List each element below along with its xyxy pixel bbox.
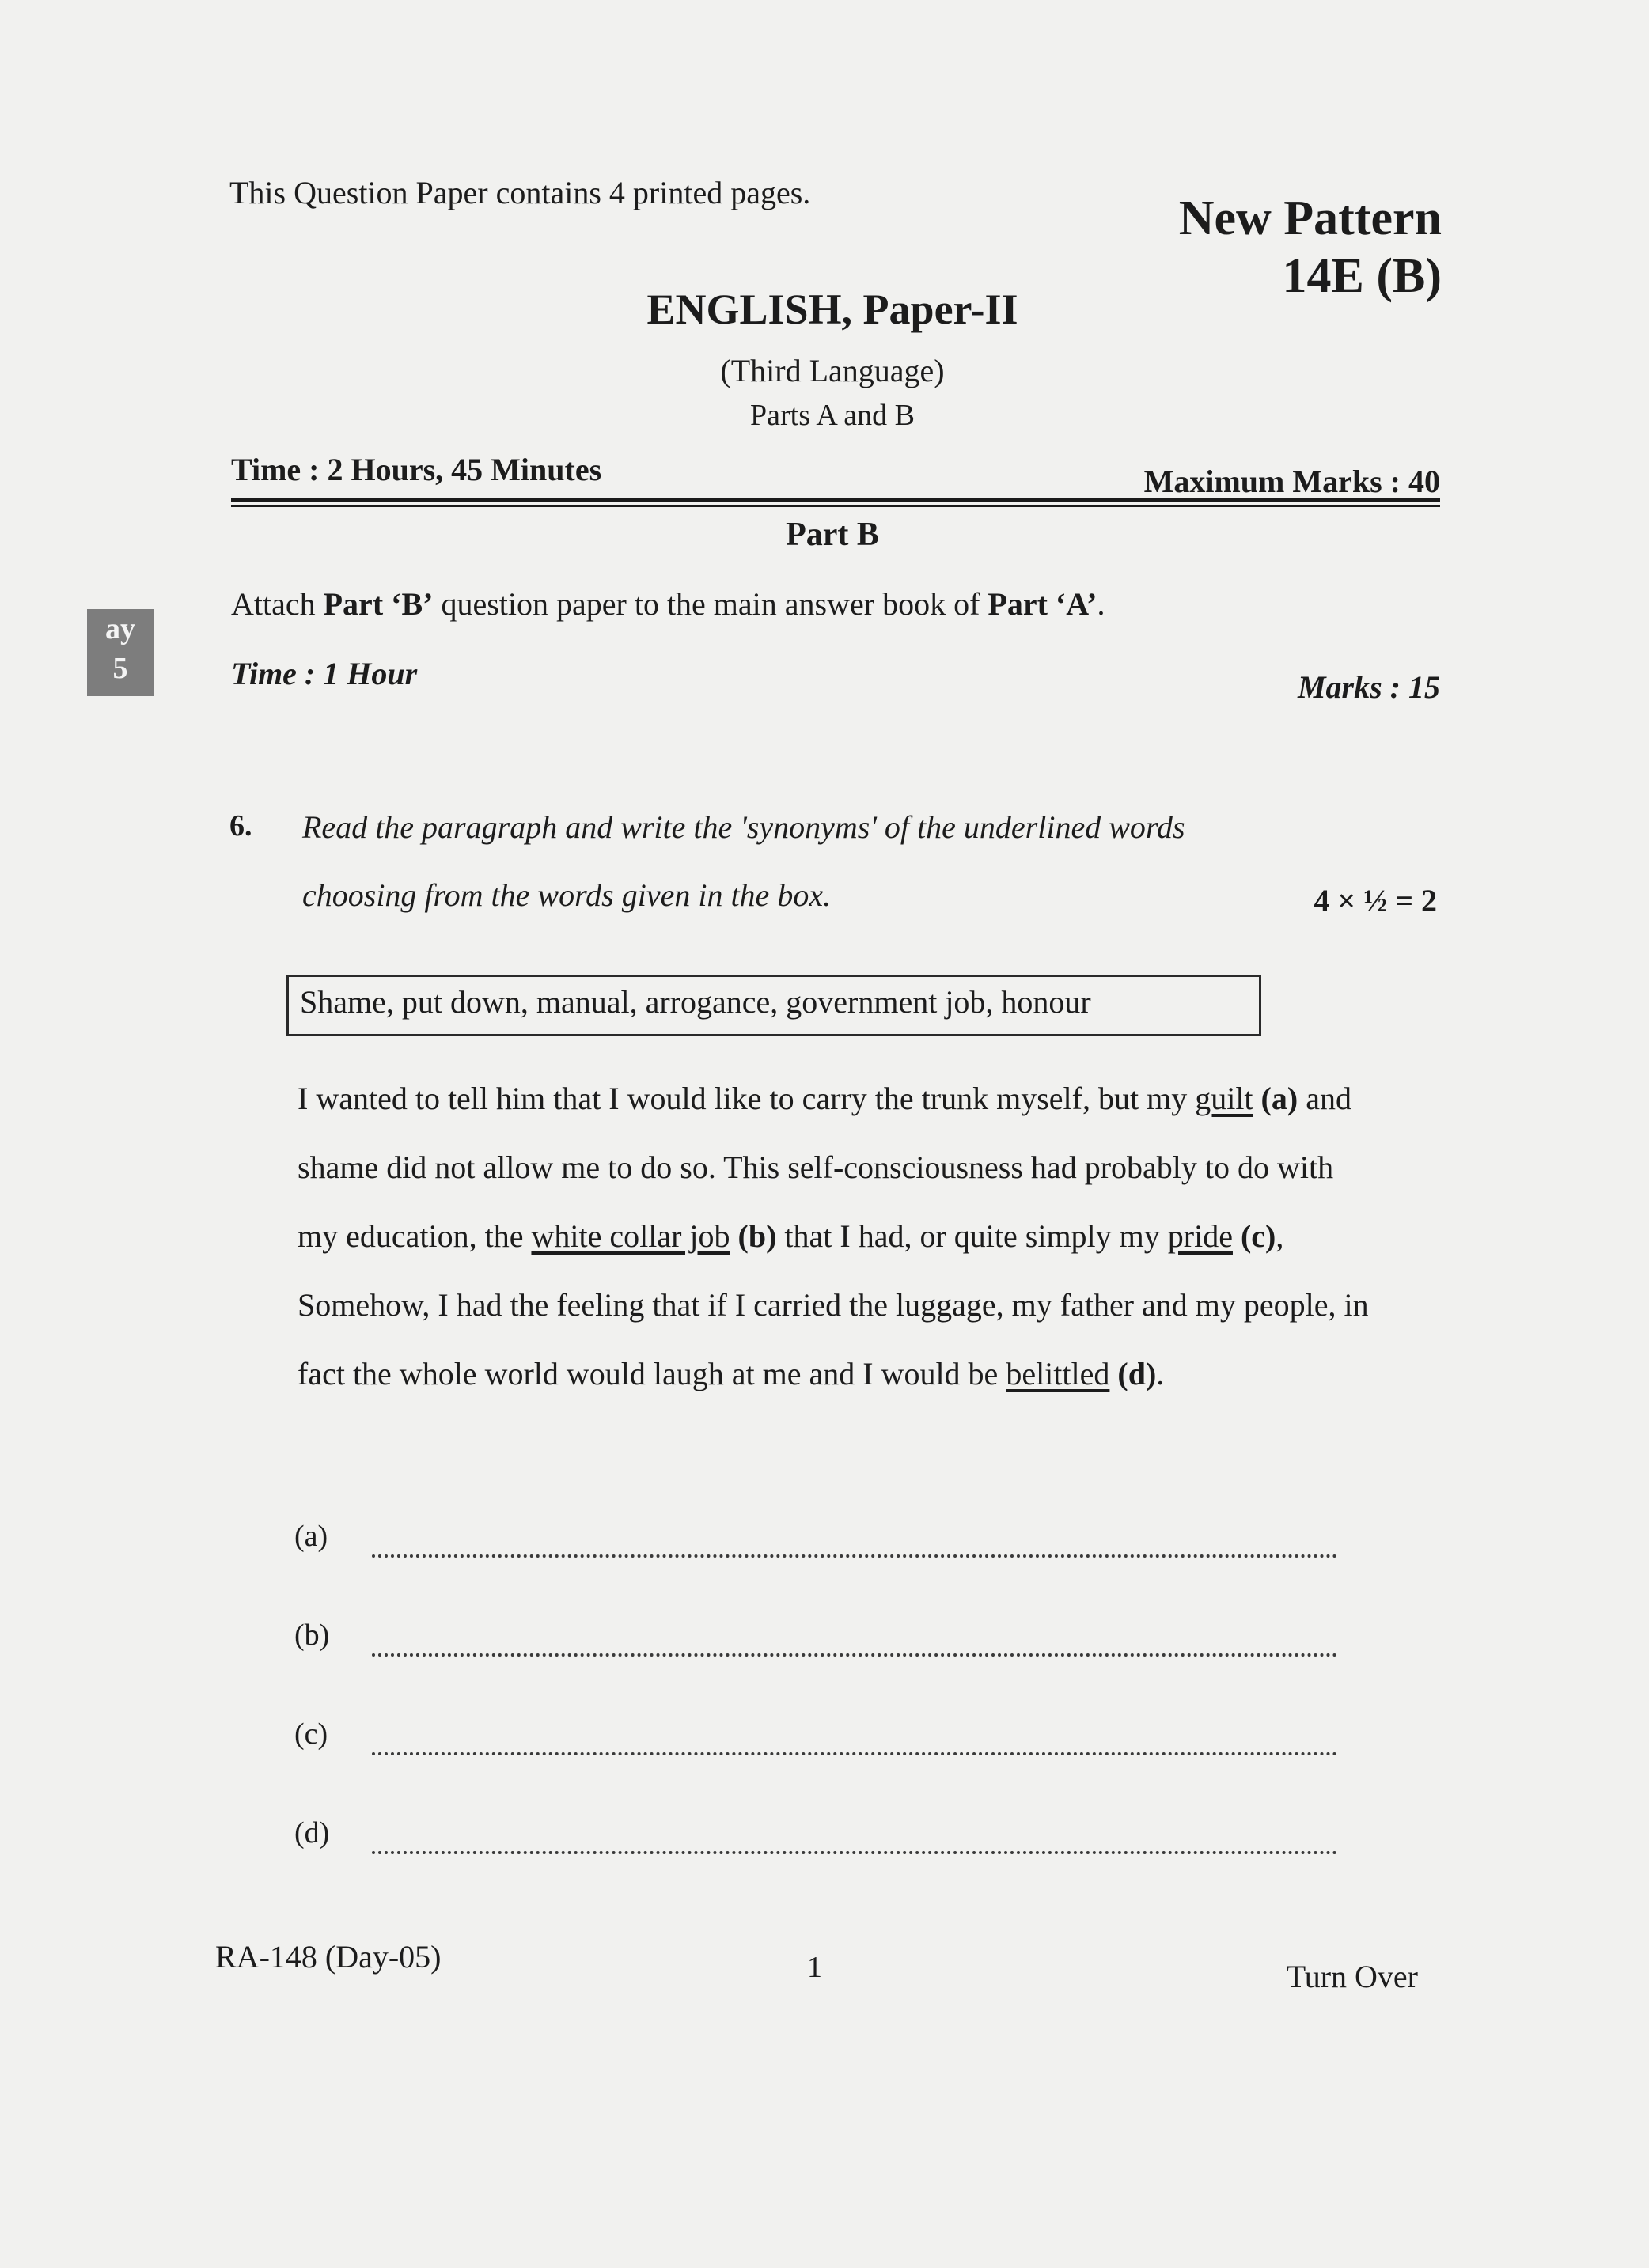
parts-subtitle: Parts A and B [750, 399, 915, 432]
para-text: and shame did not allow me to do so. This self-consciousness had probably to do with my education, the [298, 1081, 1351, 1254]
underlined-word-b: white collar job [531, 1218, 730, 1254]
para-text: I wanted to tell him that I would like to carry the trunk myself, but my [298, 1081, 1196, 1116]
language-subtitle: (Third Language) [720, 353, 945, 388]
attach-end: . [1097, 586, 1105, 622]
attach-part-b: Part ‘B’ [323, 586, 434, 622]
answer-label-c: (c) [294, 1717, 328, 1751]
side-tab-line-2: 5 [112, 652, 128, 685]
paper-code: RA-148 (Day-05) [215, 1939, 442, 1975]
attach-part-a: Part ‘A’ [988, 586, 1097, 622]
answer-label-a: (a) [294, 1520, 328, 1553]
subject-title: ENGLISH, Paper-II [646, 286, 1018, 333]
section-marks: Marks : 15 [1297, 669, 1440, 705]
section-time: Time : 1 Hour [231, 656, 418, 691]
answer-label-d: (d) [294, 1816, 330, 1850]
pattern-line-1: New Pattern [1178, 191, 1442, 245]
answer-line-a[interactable] [372, 1554, 1337, 1558]
underlined-word-a: guilt [1195, 1081, 1253, 1116]
total-time: Time : 2 Hours, 45 Minutes [231, 452, 602, 487]
word-box: Shame, put down, manual, arrogance, government job, honour [286, 975, 1261, 1036]
label-d: (d) [1109, 1356, 1157, 1391]
underlined-word-c: pride [1167, 1218, 1233, 1254]
turn-over: Turn Over [1286, 1959, 1418, 1994]
question-marks: 4 × ½ = 2 [1314, 883, 1437, 918]
maximum-marks: Maximum Marks : 40 [1143, 464, 1440, 499]
label-a: (a) [1253, 1081, 1298, 1116]
page-number: 1 [807, 1951, 822, 1984]
attach-pre: Attach [231, 586, 324, 622]
printed-pages-note: This Question Paper contains 4 printed pages. [229, 175, 811, 210]
question-instruction-line-1: Read the paragraph and write the 'synonyms' of the underlined words [302, 809, 1185, 845]
answer-label-b: (b) [294, 1619, 330, 1652]
label-b: (b) [730, 1218, 777, 1254]
side-day-tab [87, 609, 154, 696]
underlined-word-d: belittled [1006, 1356, 1110, 1391]
para-text: . [1156, 1356, 1165, 1391]
question-instruction-line-2: choosing from the words given in the box. [302, 877, 832, 913]
answer-line-d[interactable] [372, 1851, 1337, 1854]
para-text: that I had, or quite simply my [776, 1218, 1168, 1254]
para-text: , Somehow, I had the feeling that if I carried the luggage, my father and my people, in fact the whole world would laugh at me and I would be [298, 1218, 1369, 1391]
header-divider [231, 498, 1440, 507]
attach-mid: question paper to the main answer book of [433, 586, 988, 622]
reading-paragraph [298, 1064, 1382, 1408]
answer-line-b[interactable] [372, 1653, 1337, 1657]
answer-line-c[interactable] [372, 1752, 1337, 1755]
section-title: Part B [786, 517, 879, 553]
attach-instruction [231, 585, 1105, 623]
question-number: 6. [229, 809, 252, 842]
side-tab-line-1: ay [105, 612, 135, 646]
label-c: (c) [1232, 1218, 1276, 1254]
pattern-line-2: 14E (B) [1282, 249, 1442, 304]
